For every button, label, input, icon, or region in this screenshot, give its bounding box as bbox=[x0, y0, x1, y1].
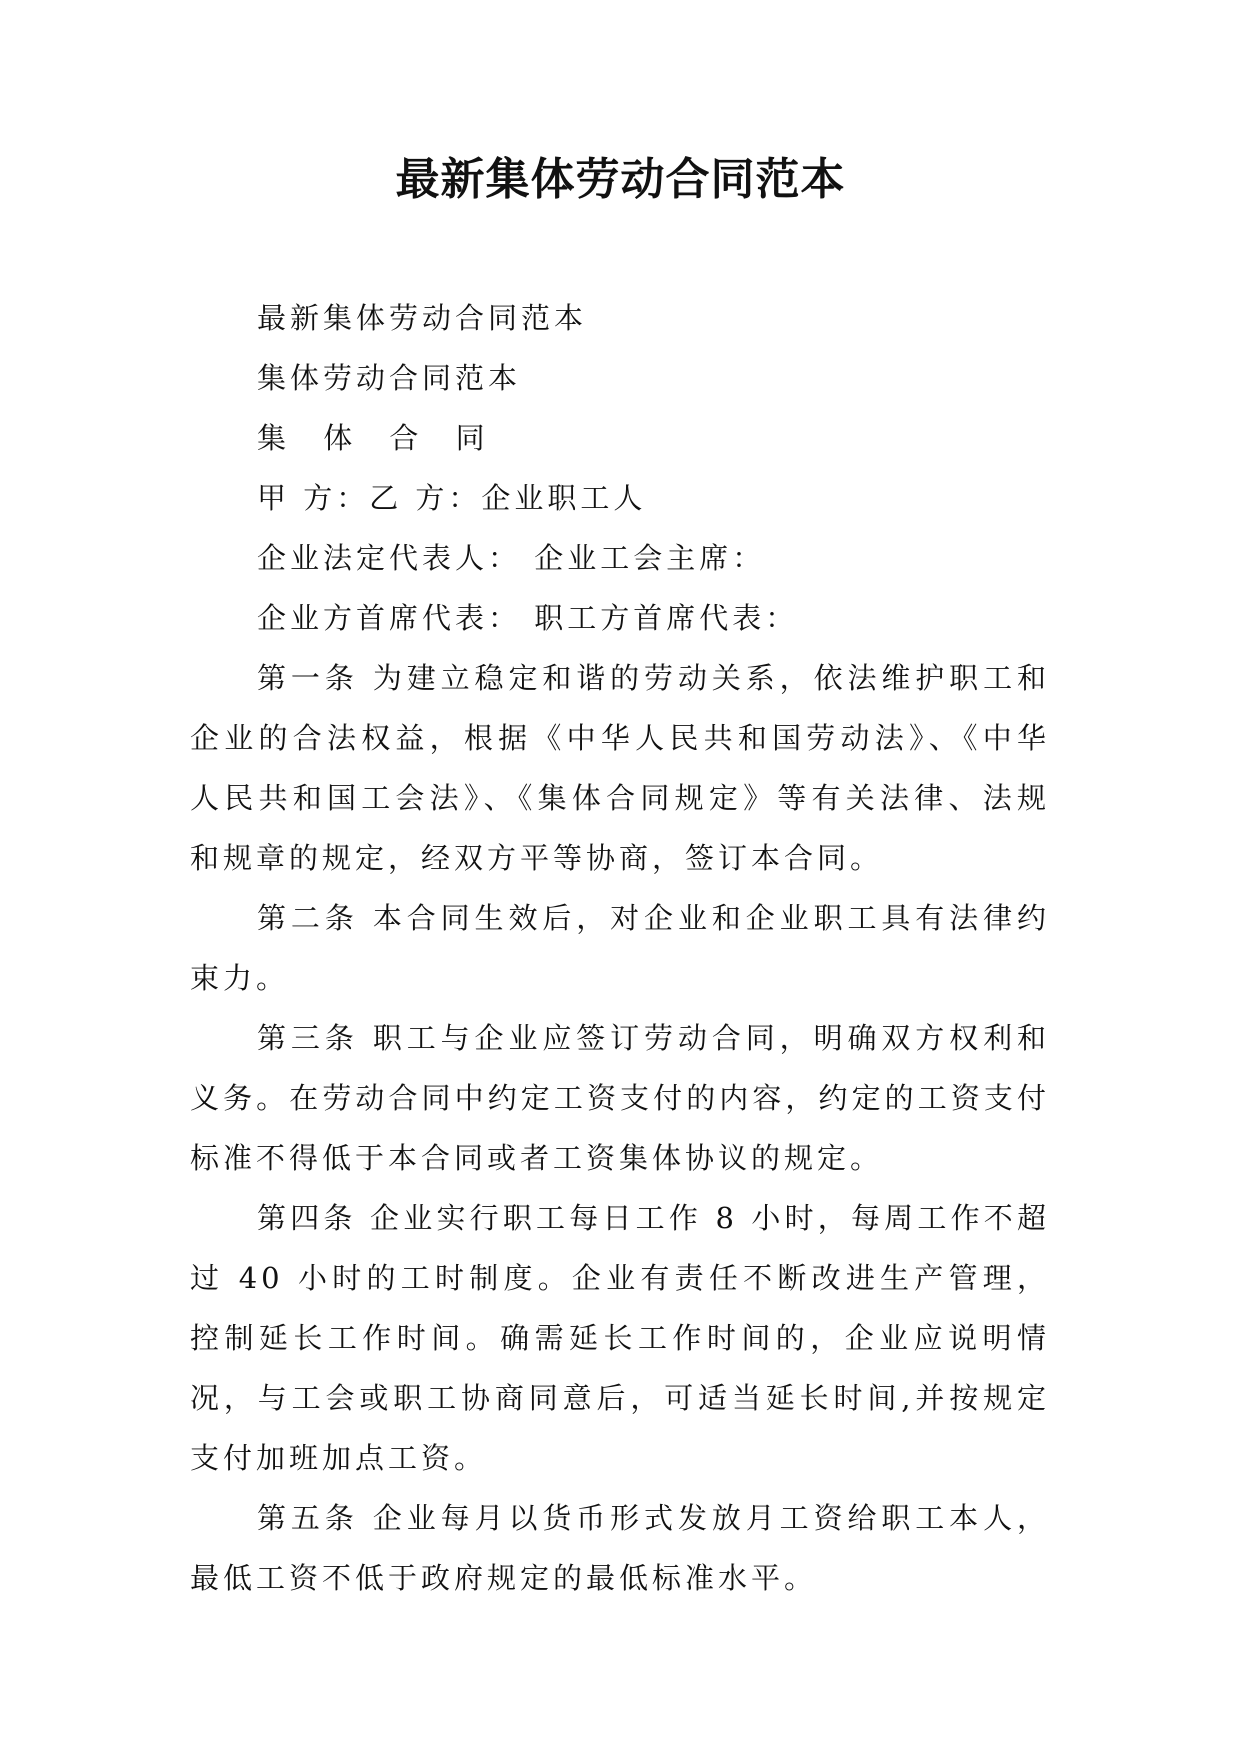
subtitle-line: 最新集体劳动合同范本 bbox=[257, 301, 588, 335]
contract-name-line: 集体劳动合同范本 bbox=[257, 361, 522, 395]
chief-representatives-line: 企业方首席代表： 职工方首席代表： bbox=[257, 601, 799, 635]
representatives-line: 企业法定代表人： 企业工会主席： bbox=[257, 541, 766, 575]
article-1: 第一条 为建立稳定和谐的劳动关系，依法维护职工和企业的合法权益，根据《中华人民共和国劳动法》、《中华人民共和国工会法》、《集体合同规定》等有关法律、法规和规章的规定，经双方平等协商，签订本合同。 bbox=[190, 661, 1050, 875]
article-2: 第二条 本合同生效后，对企业和企业职工具有法律约束力。 bbox=[190, 901, 1050, 995]
collective-contract-heading: 集 体 合 同 bbox=[257, 421, 499, 455]
article-5: 第五条 企业每月以货币形式发放月工资给职工本人，最低工资不低于政府规定的最低标准水平。 bbox=[190, 1501, 1050, 1595]
article-4: 第四条 企业实行职工每日工作 8 小时，每周工作不超过 40 小时的工时制度。企业有责任不断改进生产管理，控制延长工作时间。确需延长工作时间的，企业应说明情况，与工会或职工协商同意后，可适当延长时间,并按规定支付加班加点工资。 bbox=[190, 1201, 1050, 1475]
article-3: 第三条 职工与企业应签订劳动合同，明确双方权利和义务。在劳动合同中约定工资支付的内容，约定的工资支付标准不得低于本合同或者工资集体协议的规定。 bbox=[190, 1021, 1050, 1175]
document-body bbox=[190, 288, 1050, 1608]
parties-line: 甲 方：乙 方：企业职工人 bbox=[257, 481, 647, 515]
document-title: 最新集体劳动合同范本 bbox=[395, 154, 846, 205]
